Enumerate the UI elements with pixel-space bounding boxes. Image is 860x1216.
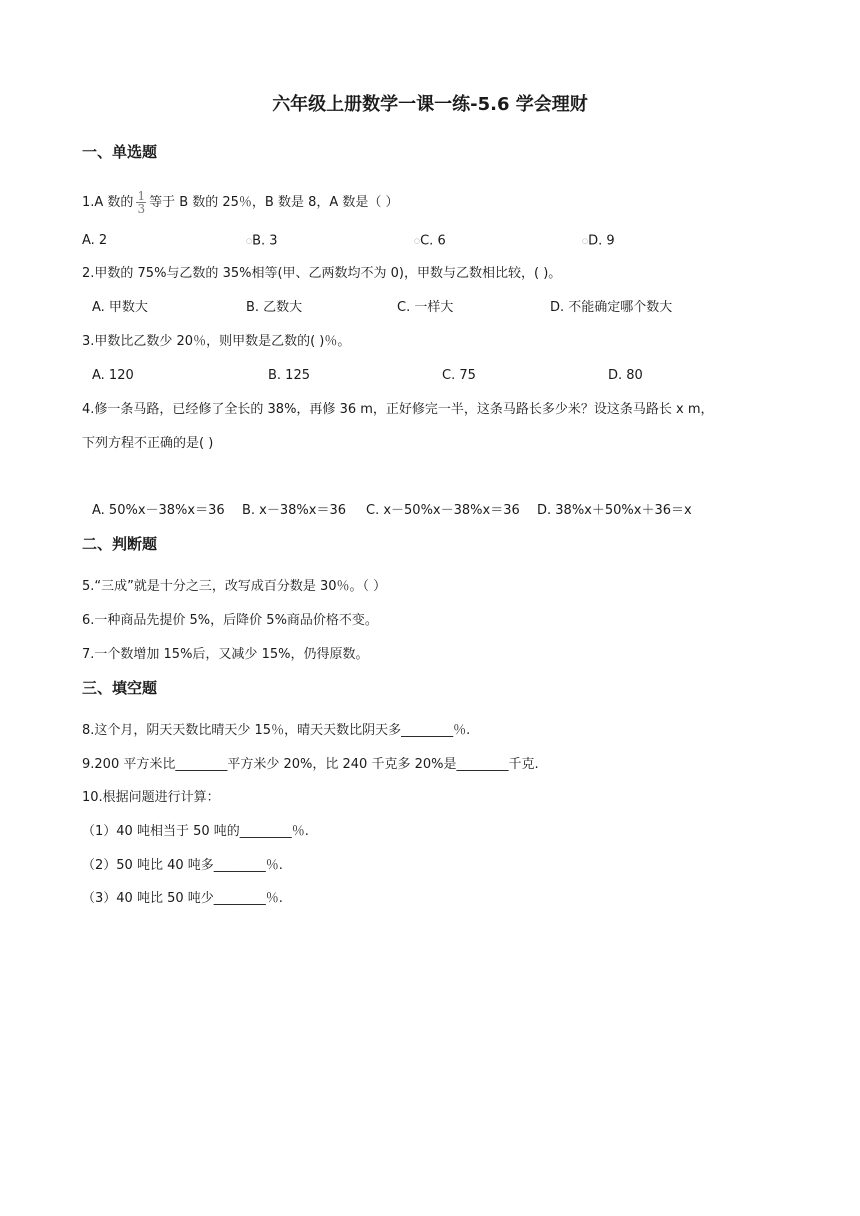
q3-option-d: D. 80 <box>608 368 643 383</box>
marker-dot-icon: ○ <box>246 237 253 245</box>
question-2: 2.甲数的 75%与乙数的 35%相等(甲、乙两数均不为 0)，甲数与乙数相比较，( )。 <box>82 266 562 281</box>
q1-option-b-label: B. 3 <box>252 233 278 249</box>
q4-option-d: D. 38%x＋50%x＋36＝x <box>537 503 692 518</box>
q2-option-a: A. 甲数大 <box>92 300 148 315</box>
question-1-prefix: 1.A 数的 <box>82 195 134 210</box>
q3-option-b: B. 125 <box>268 368 310 383</box>
question-10: 10.根据问题进行计算： <box>82 790 220 805</box>
q1-option-b <box>246 232 278 251</box>
question-7: 7.一个数增加 15%后，又减少 15%，仍得原数。 <box>82 647 369 662</box>
question-1-suffix: 等于 B 数的 25％，B 数是 8，A 数是（ ） <box>149 195 399 210</box>
q2-option-d: D. 不能确定哪个数大 <box>550 300 673 315</box>
fraction-one-third <box>136 190 146 215</box>
question-9: 9.200 平方米比________平方米少 20%，比 240 千克多 20%是________千克. <box>82 757 539 772</box>
q4-option-c: C. x－50%x－38%x＝36 <box>366 503 520 518</box>
marker-dot-icon: ○ <box>414 237 421 245</box>
q1-option-d-label: D. 9 <box>588 233 615 249</box>
q1-option-a: A. 2 <box>82 233 108 248</box>
q3-option-c: C. 75 <box>442 368 476 383</box>
question-1 <box>82 190 399 215</box>
question-10-part-3: （3）40 吨比 50 吨少________％. <box>82 891 283 906</box>
q4-option-b: B. x－38%x＝36 <box>242 503 347 518</box>
fraction-numerator: 1 <box>137 189 146 203</box>
q3-option-a: A. 120 <box>92 368 134 383</box>
question-4-line-2: 下列方程不正确的是( ) <box>82 436 214 451</box>
marker-dot-icon: ○ <box>582 237 589 245</box>
question-10-part-1: （1）40 吨相当于 50 吨的________％. <box>82 824 309 839</box>
section-heading-single-choice: 一、单选题 <box>82 143 158 161</box>
section-heading-true-false: 二、判断题 <box>82 535 158 553</box>
question-8: 8.这个月，阴天天数比晴天少 15％，晴天天数比阴天多________％. <box>82 723 471 738</box>
page-title: 六年级上册数学一课一练-5.6 学会理财 <box>272 94 588 115</box>
q1-option-c <box>414 232 446 251</box>
question-5: 5.“三成”就是十分之三，改写成百分数是 30％。（ ） <box>82 579 387 594</box>
q1-option-c-label: C. 6 <box>420 233 446 249</box>
q1-option-d <box>582 232 615 251</box>
q4-option-a: A. 50%x－38%x＝36 <box>92 503 225 518</box>
q2-option-b: B. 乙数大 <box>246 300 303 315</box>
question-3: 3.甲数比乙数少 20％，则甲数是乙数的( )％。 <box>82 334 351 349</box>
question-10-part-2: （2）50 吨比 40 吨多________％. <box>82 858 283 873</box>
fraction-denominator: 3 <box>137 202 146 216</box>
question-6: 6.一种商品先提价 5%，后降价 5%商品价格不变。 <box>82 613 378 628</box>
question-4-line-1: 4.修一条马路，已经修了全长的 38%，再修 36 m，正好修完一半，这条马路长多少米？设这条马路长 x m， <box>82 402 714 417</box>
section-heading-fill-blank: 三、填空题 <box>82 679 158 697</box>
q2-option-c: C. 一样大 <box>397 300 454 315</box>
